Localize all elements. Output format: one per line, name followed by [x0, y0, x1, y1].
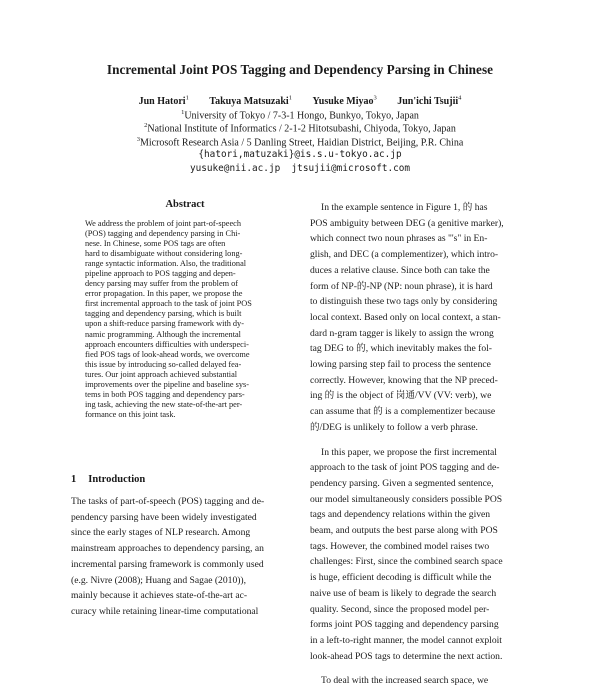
body-line: ing 的 is the object of 岗通/VV (VV: verb), we [310, 390, 492, 402]
body-line: in a left-to-right manner, the model cannot exploit [310, 634, 502, 646]
body-line: challenges: First, since the combined search space [310, 556, 503, 568]
body-line: pendency parsing have been widely investigated [71, 511, 257, 523]
abstract-line: We address the problem of joint part-of-speech [85, 219, 241, 228]
abstract-line: approach encounters difficulties with underspeci- [85, 339, 249, 349]
body-line: incremental parsing framework is commonly used [71, 558, 264, 570]
affiliation: $^2$National Institute of Informatics / 2-1-2 Hitotsubashi, Chiyoda, Tokyo, Japan [144, 122, 456, 135]
body-line: POS ambiguity between DEG (a genitive marker), [310, 217, 504, 229]
body-line: lowing parsing step fail to process the sentence [310, 359, 491, 371]
body-line: beam, and outputs the best parse along with POS [310, 525, 498, 537]
body-line: naive use of beam is likely to degrade the search [310, 587, 497, 599]
body-line: is huge, efficient decoding is difficult while the [310, 572, 492, 584]
body-line: form of NP-的-NP (NP: noun phrase), it is hard [310, 280, 493, 292]
affiliation: $^1$University of Tokyo / 7-3-1 Hongo, Bunkyo, Tokyo, Japan [181, 109, 419, 122]
body-line: approach to the task of joint POS tagging and de- [310, 462, 500, 474]
abstract-line: dency parsing may suffer from the problem of [85, 279, 239, 289]
body-line: In this paper, we propose the first incremental [321, 446, 497, 458]
body-line: curacy while retaining linear-time computational [71, 605, 259, 617]
abstract-text [85, 219, 286, 420]
abstract-heading: Abstract [165, 199, 205, 210]
paragraph-gap [310, 664, 541, 673]
abstract-line: tagging and dependency parsing, which is built [85, 309, 242, 319]
abstract-line: this issue by introducing so-called delayed fea- [85, 359, 242, 369]
body-line: dard n-gram tagger is likely to assign the wrong [310, 327, 494, 339]
section-heading: 1 Introduction [71, 474, 146, 485]
abstract-line: ing task, achieving the new state-of-the-art per- [85, 399, 243, 409]
body-line: The tasks of part-of-speech (POS) tagging and de- [71, 496, 265, 507]
body-line: local context. Based only on local context, a stan- [310, 311, 501, 323]
body-line: to distinguish these two tags only by considering [310, 296, 498, 308]
author: Jun Hatori$^1$ [138, 95, 189, 108]
author-list [0, 95, 600, 107]
email-line: {hatori,matuzaki}@is.s.u-tokyo.ac.jp [198, 149, 402, 160]
abstract-line: formance on this joint task. [85, 409, 176, 419]
body-line: mainstream approaches to dependency parsing, an [71, 543, 264, 555]
body-line: can assume that 的 is a complementizer because [310, 406, 496, 418]
author: Takuya Matsuzaki$^1$ [209, 95, 292, 108]
abstract-line: namic programming. Although the incremental [85, 329, 241, 339]
body-line: look-ahead POS tags to determine the next action. [310, 650, 503, 662]
abstract-line: improvements over the pipeline and baseline sys- [85, 379, 250, 389]
body-line: pendency parsing. Given a segmented sentence, [310, 477, 494, 489]
abstract-line: error propagation. In this paper, we propose the [85, 289, 243, 299]
right-column-text [310, 200, 541, 689]
body-line: since the early stages of NLP research. Among [71, 527, 251, 539]
body-line: To deal with the increased search space, we [321, 675, 489, 687]
body-line: mainly because it achieves state-of-the-art ac- [71, 590, 248, 602]
abstract-line: nese. In Chinese, some POS tags are often [85, 239, 226, 249]
author: Jun'ichi Tsujii$^4$ [397, 95, 462, 108]
body-line: forms joint POS tagging and dependency parsing [310, 619, 499, 631]
intro-text [71, 494, 300, 620]
abstract-line: fied POS tags of look-ahead words, we overcome [85, 349, 250, 359]
author: Yusuke Miyao$^3$ [312, 95, 377, 108]
abstract-line: (POS) tagging and dependency parsing in Chi- [85, 229, 241, 239]
body-line: our model simultaneously considers possible POS [310, 493, 503, 505]
abstract-line: tems in both POS tagging and dependency pars- [85, 389, 245, 399]
abstract-line: hard to disambiguate without considering long- [85, 249, 243, 259]
abstract-line: upon a shift-reduce parsing framework with dy- [85, 319, 244, 329]
abstract-line: pipeline approach to POS tagging and depen- [85, 269, 236, 279]
body-line: (e.g. Nivre (2008); Huang and Sagae (2010)), [71, 574, 247, 586]
email-line: yusuke@nii.ac.jp jtsujii@microsoft.com [189, 163, 411, 174]
body-line: tags and dependency relations within the given [310, 509, 491, 521]
paper-title: Incremental Joint POS Tagging and Dependency Parsing in Chinese [106, 62, 494, 77]
abstract-line: first incremental approach to the task of joint POS [85, 299, 252, 309]
affiliation: $^3$Microsoft Research Asia / 5 Danling Street, Haidian District, Beijing, P.R. China [136, 136, 464, 149]
paragraph-gap [310, 436, 541, 445]
body-line: glish, and DEC (a complementizer), which intro- [310, 249, 499, 261]
abstract-line: tures. Our joint approach achieved substantial [85, 369, 238, 379]
body-line: In the example sentence in Figure 1, 的 has [321, 202, 488, 213]
body-line: correctly. However, knowing that the NP preced- [310, 374, 498, 386]
body-line: tags. However, the combined model raises two [310, 540, 490, 552]
body-line: quality. Second, since the proposed model per- [310, 603, 490, 615]
body-line: tag DEG to 的, which inevitably makes the fol- [310, 343, 492, 355]
body-line: which connect two noun phrases as "'s" in En- [310, 233, 488, 245]
body-line: duces a relative clause. Since both can take the [310, 264, 490, 276]
body-line: 的/DEG is unlikely to follow a verb phrase. [310, 421, 478, 433]
abstract-line: range syntactic information. Also, the traditional [85, 259, 247, 269]
